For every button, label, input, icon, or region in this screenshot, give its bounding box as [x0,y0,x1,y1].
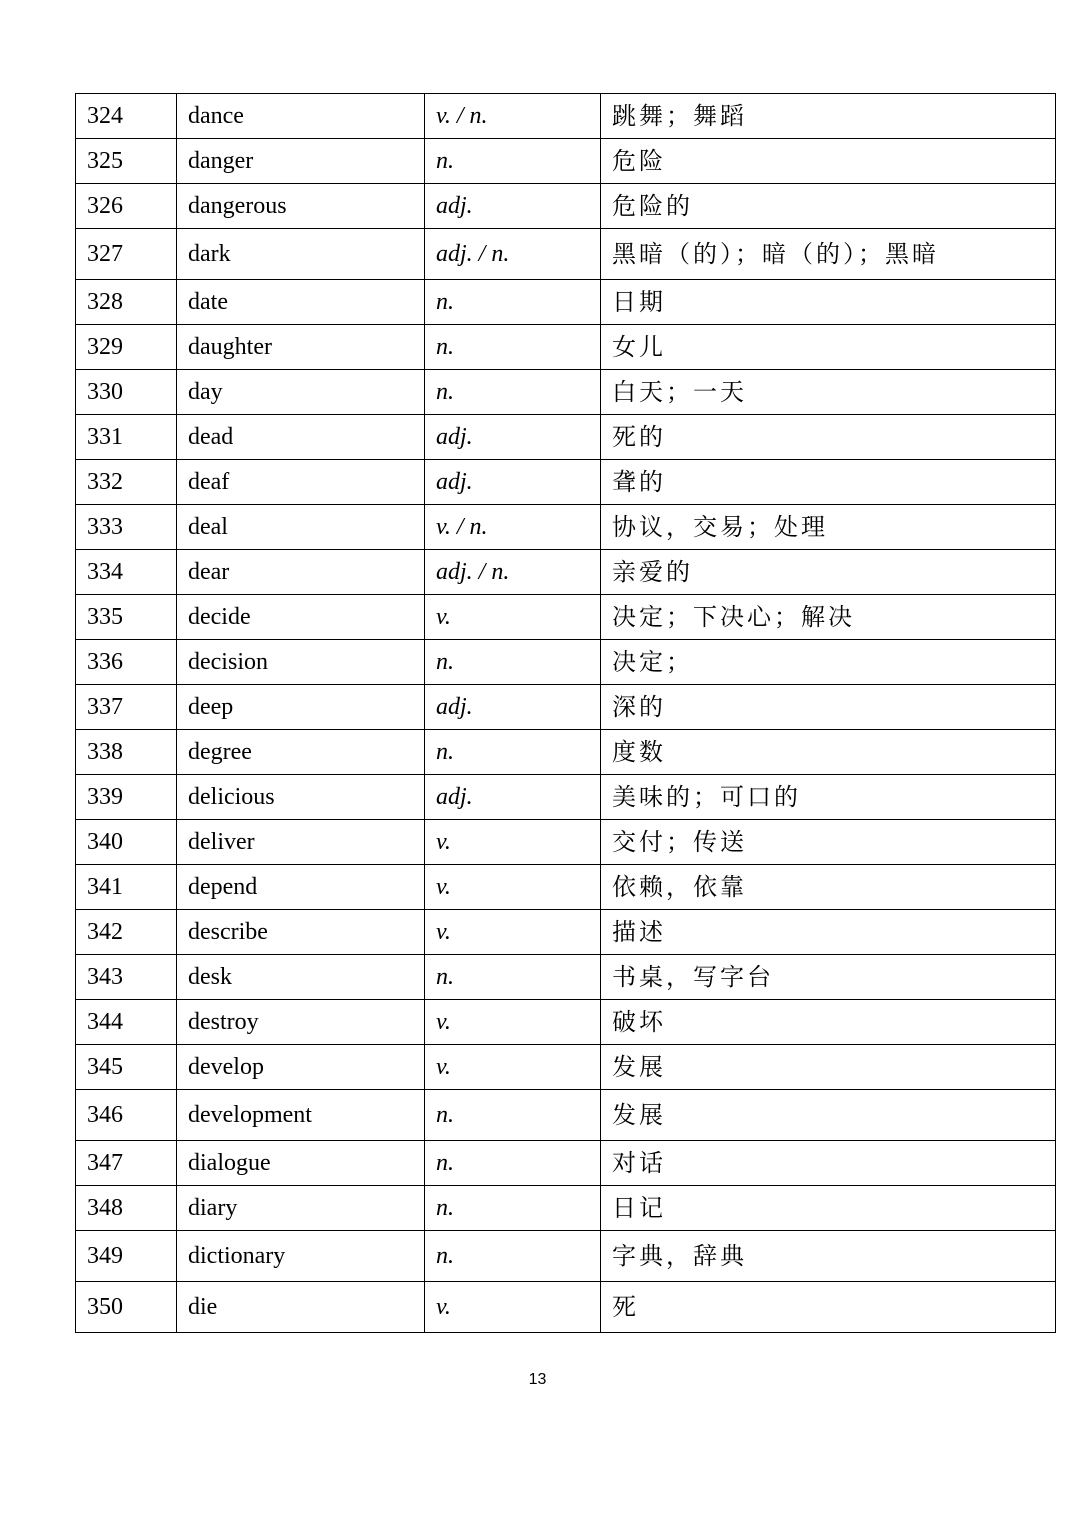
table-row [76,280,1056,325]
entry-number: 346 [76,1090,177,1141]
table-row [76,1000,1056,1045]
entry-number: 329 [76,325,177,370]
entry-meaning: 描述 [601,910,1056,955]
entry-number: 345 [76,1045,177,1090]
page-number: 13 [528,1371,547,1388]
table-row [76,94,1056,139]
entry-number: 326 [76,184,177,229]
entry-word: dangerous [177,184,425,229]
entry-number: 324 [76,94,177,139]
entry-part-of-speech: v. [425,865,601,910]
entry-part-of-speech: v. [425,820,601,865]
entry-word: danger [177,139,425,184]
entry-number: 328 [76,280,177,325]
entry-part-of-speech: n. [425,1141,601,1186]
table-row [76,910,1056,955]
vocabulary-table [75,93,1056,1333]
entry-word: delicious [177,775,425,820]
entry-part-of-speech: adj. [425,184,601,229]
entry-meaning: 字典，辞典 [601,1231,1056,1282]
entry-meaning: 交付；传送 [601,820,1056,865]
entry-number: 343 [76,955,177,1000]
entry-meaning: 协议，交易；处理 [601,505,1056,550]
table-row [76,595,1056,640]
entry-part-of-speech: v. [425,1282,601,1333]
entry-number: 336 [76,640,177,685]
table-row [76,1141,1056,1186]
entry-word: daughter [177,325,425,370]
entry-meaning: 跳舞；舞蹈 [601,94,1056,139]
entry-word: deliver [177,820,425,865]
entry-meaning: 白天；一天 [601,370,1056,415]
entry-part-of-speech: n. [425,955,601,1000]
entry-number: 334 [76,550,177,595]
table-row [76,460,1056,505]
entry-word: describe [177,910,425,955]
entry-number: 337 [76,685,177,730]
entry-part-of-speech: adj. / n. [425,229,601,280]
table-row [76,1186,1056,1231]
entry-meaning: 度数 [601,730,1056,775]
entry-number: 342 [76,910,177,955]
entry-meaning: 破坏 [601,1000,1056,1045]
entry-number: 347 [76,1141,177,1186]
entry-meaning: 女儿 [601,325,1056,370]
entry-meaning: 死的 [601,415,1056,460]
entry-meaning: 日记 [601,1186,1056,1231]
table-row [76,955,1056,1000]
table-row [76,229,1056,280]
table-row [76,1090,1056,1141]
entry-word: dead [177,415,425,460]
table-row [76,505,1056,550]
entry-meaning: 亲爱的 [601,550,1056,595]
table-row [76,775,1056,820]
entry-number: 341 [76,865,177,910]
entry-part-of-speech: n. [425,139,601,184]
entry-word: dance [177,94,425,139]
entry-word: dear [177,550,425,595]
entry-number: 332 [76,460,177,505]
table-row [76,640,1056,685]
entry-meaning: 危险的 [601,184,1056,229]
entry-number: 349 [76,1231,177,1282]
entry-word: desk [177,955,425,1000]
entry-part-of-speech: adj. [425,460,601,505]
entry-meaning: 决定； [601,640,1056,685]
table-row [76,184,1056,229]
entry-part-of-speech: n. [425,640,601,685]
entry-word: deaf [177,460,425,505]
entry-meaning: 决定；下决心；解决 [601,595,1056,640]
entry-number: 335 [76,595,177,640]
vocabulary-table-body [76,94,1056,1333]
entry-word: destroy [177,1000,425,1045]
entry-meaning: 对话 [601,1141,1056,1186]
entry-number: 330 [76,370,177,415]
entry-number: 339 [76,775,177,820]
entry-meaning: 依赖，依靠 [601,865,1056,910]
entry-number: 344 [76,1000,177,1045]
entry-word: deal [177,505,425,550]
entry-part-of-speech: v. [425,910,601,955]
entry-number: 325 [76,139,177,184]
entry-word: die [177,1282,425,1333]
entry-word: dialogue [177,1141,425,1186]
entry-word: deep [177,685,425,730]
entry-meaning: 发展 [601,1045,1056,1090]
table-row [76,685,1056,730]
entry-number: 340 [76,820,177,865]
entry-number: 327 [76,229,177,280]
entry-meaning: 美味的；可口的 [601,775,1056,820]
entry-part-of-speech: n. [425,280,601,325]
table-row [76,1045,1056,1090]
entry-part-of-speech: n. [425,730,601,775]
entry-part-of-speech: adj. [425,685,601,730]
entry-part-of-speech: v. [425,595,601,640]
entry-part-of-speech: adj. [425,415,601,460]
entry-part-of-speech: adj. / n. [425,550,601,595]
entry-word: date [177,280,425,325]
table-row [76,820,1056,865]
entry-meaning: 黑暗（的）；暗（的）；黑暗 [601,229,1056,280]
table-row [76,730,1056,775]
entry-word: diary [177,1186,425,1231]
table-row [76,415,1056,460]
entry-part-of-speech: n. [425,1090,601,1141]
table-row [76,1231,1056,1282]
entry-word: decide [177,595,425,640]
entry-part-of-speech: n. [425,1231,601,1282]
entry-word: development [177,1090,425,1141]
entry-word: decision [177,640,425,685]
entry-part-of-speech: v. / n. [425,94,601,139]
entry-meaning: 发展 [601,1090,1056,1141]
entry-meaning: 死 [601,1282,1056,1333]
entry-part-of-speech: n. [425,1186,601,1231]
entry-meaning: 书桌，写字台 [601,955,1056,1000]
entry-number: 348 [76,1186,177,1231]
entry-meaning: 聋的 [601,460,1056,505]
entry-word: dictionary [177,1231,425,1282]
entry-part-of-speech: v. [425,1000,601,1045]
entry-word: dark [177,229,425,280]
entry-part-of-speech: adj. [425,775,601,820]
entry-part-of-speech: v. [425,1045,601,1090]
entry-number: 331 [76,415,177,460]
table-row [76,325,1056,370]
entry-word: degree [177,730,425,775]
entry-number: 338 [76,730,177,775]
entry-number: 350 [76,1282,177,1333]
entry-number: 333 [76,505,177,550]
table-row [76,139,1056,184]
entry-part-of-speech: n. [425,370,601,415]
table-row [76,865,1056,910]
entry-meaning: 危险 [601,139,1056,184]
table-row [76,1282,1056,1333]
entry-meaning: 日期 [601,280,1056,325]
entry-meaning: 深的 [601,685,1056,730]
table-row [76,370,1056,415]
entry-word: depend [177,865,425,910]
entry-part-of-speech: n. [425,325,601,370]
entry-part-of-speech: v. / n. [425,505,601,550]
entry-word: day [177,370,425,415]
table-row [76,550,1056,595]
entry-word: develop [177,1045,425,1090]
